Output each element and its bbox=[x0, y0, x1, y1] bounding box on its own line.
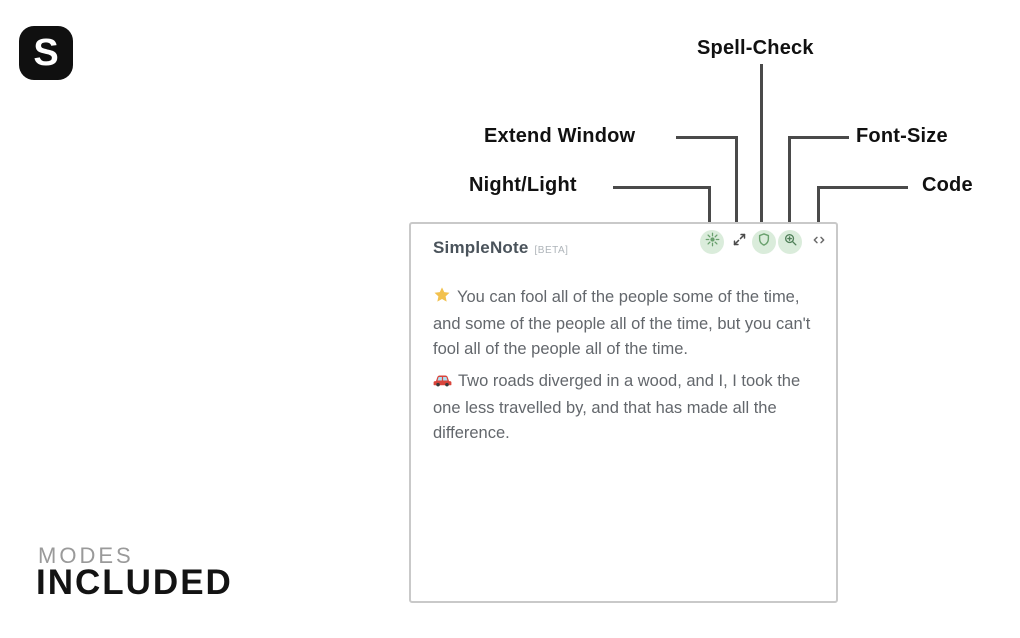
window-title: SimpleNote bbox=[433, 238, 529, 257]
tagline-modes: MODES bbox=[38, 543, 134, 568]
callout-label-night-light: Night/Light bbox=[469, 174, 577, 196]
night-light-button[interactable] bbox=[700, 230, 724, 254]
callout-label-spell-check: Spell-Check bbox=[697, 37, 814, 59]
callout-label-extend-window: Extend Window bbox=[484, 125, 636, 147]
extend-window-button[interactable] bbox=[727, 230, 751, 254]
simplenote-window bbox=[409, 222, 838, 603]
note-text: Two roads diverged in a wood, and I, I took the one less travelled by, and that has made all the difference. bbox=[433, 372, 801, 442]
tagline-included: INCLUDED bbox=[36, 563, 233, 602]
expand-arrows-icon bbox=[732, 232, 747, 252]
night-light-connector-line bbox=[613, 186, 711, 222]
zoom-in-icon bbox=[783, 232, 798, 252]
code-mode-button[interactable] bbox=[807, 230, 831, 254]
code-brackets-icon bbox=[811, 233, 827, 252]
car-emoji bbox=[433, 371, 452, 396]
brand-logo bbox=[19, 26, 73, 80]
spell-check-button[interactable] bbox=[752, 230, 776, 254]
note-text: You can fool all of the people some of the time, and some of the people all of the time, but you can't fool all of the people all of the time. bbox=[433, 288, 811, 358]
shield-icon bbox=[757, 232, 771, 252]
window-title-group bbox=[433, 238, 568, 258]
callout-label-code: Code bbox=[922, 174, 973, 196]
star-emoji bbox=[433, 286, 451, 312]
spell-check-connector-line bbox=[760, 64, 763, 222]
note-paragraph bbox=[433, 285, 818, 362]
callout-label-font-size: Font-Size bbox=[856, 125, 948, 147]
beta-badge: [BETA] bbox=[534, 245, 569, 256]
note-paragraph bbox=[433, 369, 818, 446]
note-editor-area[interactable] bbox=[433, 285, 818, 453]
brand-logo-letter: S bbox=[33, 32, 59, 74]
font-size-button[interactable] bbox=[778, 230, 802, 254]
code-connector-line bbox=[817, 186, 908, 222]
sun-icon bbox=[705, 232, 720, 252]
